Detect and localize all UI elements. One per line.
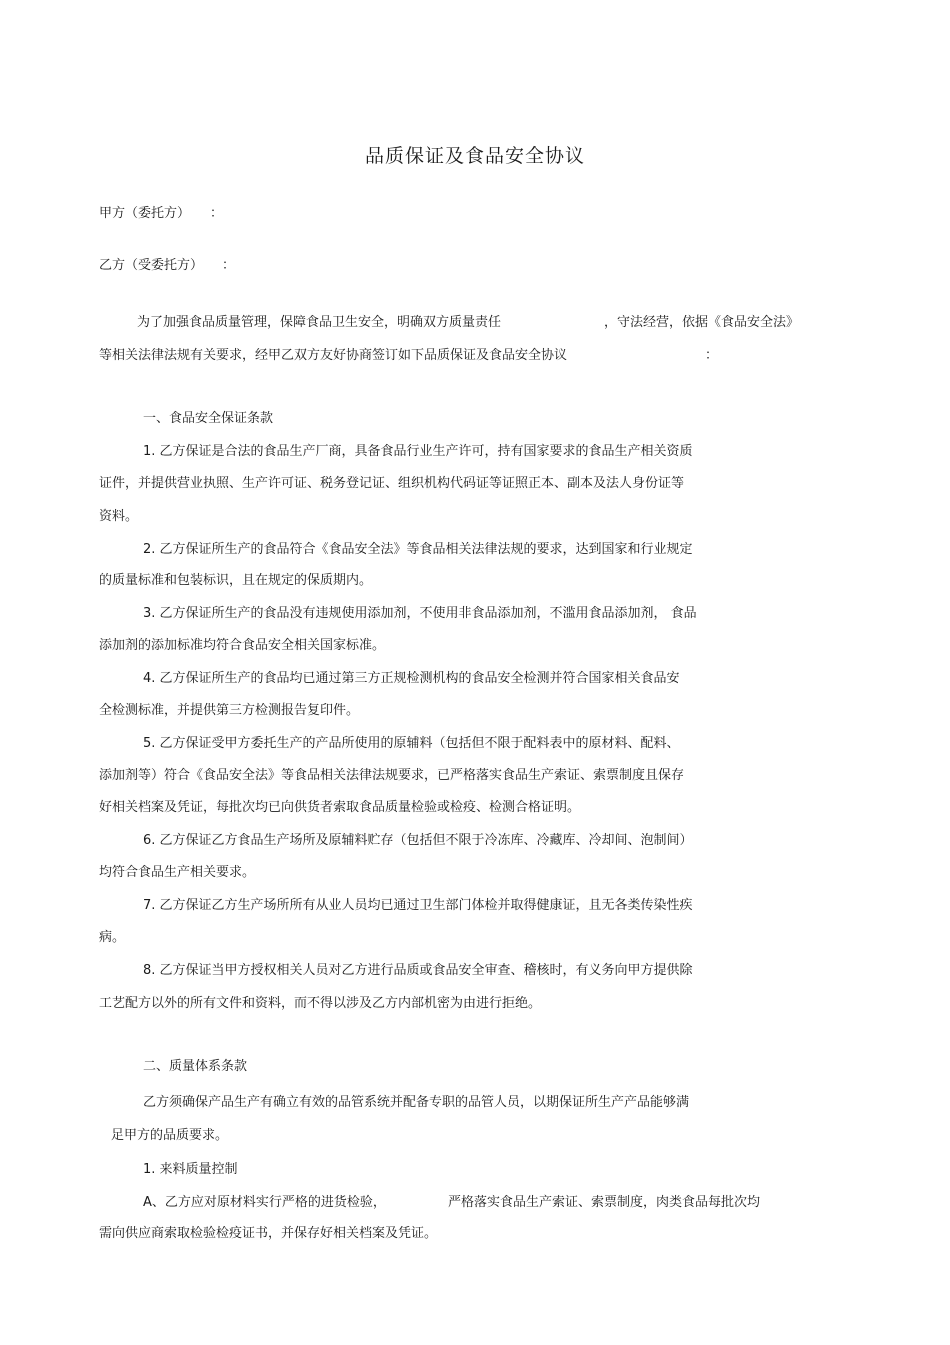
s2-itemA-line1-b: 严格落实食品生产索证、索票制度，肉类食品每批次均	[448, 1195, 761, 1210]
s1-item4-line2: 全检测标准，并提供第三方检测报告复印件。	[99, 703, 360, 718]
section1-heading: 一、食品安全保证条款	[143, 411, 274, 426]
s1-item8-line1: 8. 乙方保证当甲方授权相关人员对乙方进行品质或食品安全审查、稽核时，有义务向甲方提供除	[143, 963, 693, 978]
s2-itemA-line2: 需向供应商索取检验检疫证书，并保存好相关档案及凭证。	[99, 1226, 438, 1241]
section2-heading: 二、质量体系条款	[143, 1059, 248, 1074]
s1-item2-line2: 的质量标准和包装标识，且在规定的保质期内。	[99, 573, 373, 588]
s1-item5-line3: 好相关档案及凭证，每批次均已向供货者索取食品质量检验或检疫、检测合格证明。	[99, 800, 581, 815]
s2-intro-line1: 乙方须确保产品生产有确立有效的品管系统并配备专职的品管人员，以期保证所生产产品能够满	[143, 1095, 690, 1110]
s1-item6-line2: 均符合食品生产相关要求。	[99, 865, 256, 880]
intro-line2-a: 等相关法律法规有关要求，经甲乙双方友好协商签订如下品质保证及食品安全协议	[99, 348, 568, 363]
document-title: 品质保证及食品安全协议	[364, 145, 585, 167]
s1-item1-line1: 1. 乙方保证是合法的食品生产厂商，具备食品行业生产许可，持有国家要求的食品生产相关资质	[143, 444, 693, 459]
party-b-colon: ：	[222, 258, 236, 273]
s1-item7-line1: 7. 乙方保证乙方生产场所所有从业人员均已通过卫生部门体检并取得健康证，且无各类传染性疾	[143, 898, 693, 913]
s1-item4-line1: 4. 乙方保证所生产的食品均已通过第三方正规检测机构的食品安全检测并符合国家相关食品安	[143, 671, 680, 686]
s2-sub1-heading: 1. 来料质量控制	[143, 1162, 238, 1177]
party-b-label: 乙方（受委托方）	[99, 258, 204, 273]
s1-item7-line2: 病。	[99, 930, 126, 945]
s1-item1-line3: 资料。	[99, 509, 139, 524]
intro-line1-b: ，守法经营，依据《食品安全法》	[604, 315, 800, 330]
s1-item8-line2: 工艺配方以外的所有文件和资料，而不得以涉及乙方内部机密为由进行拒绝。	[99, 996, 542, 1011]
s1-item5-line1: 5. 乙方保证受甲方委托生产的产品所使用的原辅料（包括但不限于配料表中的原材料、配料、	[143, 736, 680, 751]
s2-itemA-line1-a: A、乙方应对原材料实行严格的进货检验，	[143, 1195, 386, 1210]
s2-intro-line2: 足甲方的品质要求。	[111, 1128, 229, 1143]
party-a-colon: ：	[210, 206, 224, 221]
intro-line1-a: 为了加强食品质量管理，保障食品卫生安全，明确双方质量责任	[137, 315, 502, 330]
s1-item3-line1: 3. 乙方保证所生产的食品没有违规使用添加剂，不使用非食品添加剂，不滥用食品添加剂， 食品	[143, 606, 697, 621]
s1-item3-line2: 添加剂的添加标准均符合食品安全相关国家标准。	[99, 638, 386, 653]
s1-item6-line1: 6. 乙方保证乙方食品生产场所及原辅料贮存（包括但不限于冷冻库、冷藏库、冷却间、泡制间）	[143, 833, 693, 848]
s1-item5-line2: 添加剂等）符合《食品安全法》等食品相关法律法规要求，已严格落实食品生产索证、索票制度且保存	[99, 768, 685, 783]
s1-item1-line2: 证件，并提供营业执照、生产许可证、税务登记证、组织机构代码证等证照正本、副本及法人身份证等	[99, 476, 685, 491]
s1-item2-line1: 2. 乙方保证所生产的食品符合《食品安全法》等食品相关法律法规的要求，达到国家和行业规定	[143, 542, 693, 557]
party-a-label: 甲方（委托方）	[99, 206, 191, 221]
intro-line2-b: ：	[705, 348, 719, 363]
